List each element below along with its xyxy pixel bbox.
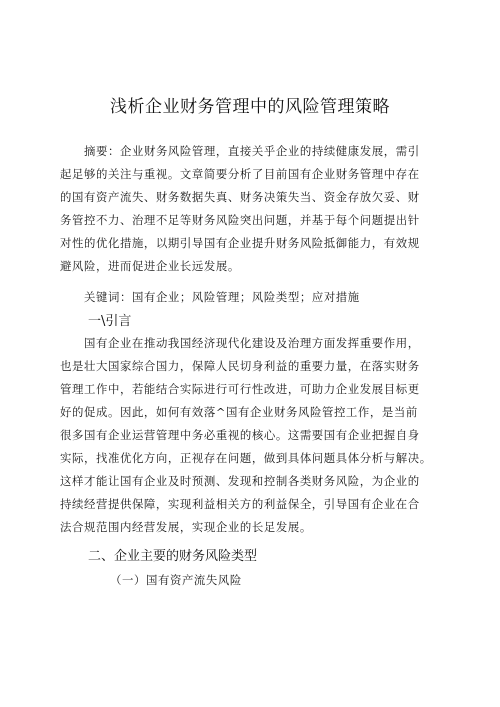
abstract-line: 务管控不力、治理不足等财务风险突出问题，并基于每个问题提出针 [60,213,420,227]
intro-line: 持续经营提供保障，实现利益相关方的利益保全，引导国有企业在合 [60,497,420,511]
abstract-line: 起足够的关注与重视。文章简要分析了目前国有企业财务管理中存在 [60,167,420,181]
section-heading-introduction: 一\引言 [88,314,132,329]
intro-line: 也是壮大国家综合国力，保障人民切身利益的重要力量，在落实财务 [60,359,420,373]
abstract-line: 避风险，进而促进企业长远发展。 [60,259,240,273]
intro-line: 好的促成。因此，如何有效落^国有企业财务风险管控工作，是当前 [60,405,418,419]
intro-line: 实际，找准优化方向，正视存在问题，做到具体问题具体分析与解决。 [60,451,432,465]
intro-line: 很多国有企业运营管理中务必重视的核心。这需要国有企业把握自身 [60,428,420,442]
intro-line: 管理工作中，若能结合实际进行可行性改进，可助力企业发展目标更 [60,382,420,396]
intro-line: 这样才能让国有企业及时预测、发现和控制各类财务风险，为企业的 [60,474,420,488]
intro-line: 国有企业在推动我国经济现代化建设及治理方面发挥重要作用， [84,336,420,350]
section-heading-risk-types: 二、企业主要的财务风险类型 [88,549,258,564]
intro-line: 法合规范围内经营发展，实现企业的长足发展。 [60,520,312,534]
document-title: 浅析企业财务管理中的风险管理策略 [110,97,390,117]
introduction-paragraph [60,332,440,539]
abstract-paragraph [60,140,440,278]
abstract-line: 对性的优化措施，以期引导国有企业提升财务风险抵御能力，有效规 [60,236,420,250]
subsection-heading-asset-loss: （一）国有资产流失风险 [110,573,242,587]
abstract-line: 的国有资产流失、财务数据失真、财务决策失当、资金存放欠妥、财 [60,190,420,204]
abstract-line: 摘要：企业财务风险管理，直接关乎企业的持续健康发展，需引 [84,144,420,158]
keywords-paragraph [60,286,440,309]
keywords-line: 关键词：国有企业；风险管理；风险类型；应对措施 [84,290,360,304]
